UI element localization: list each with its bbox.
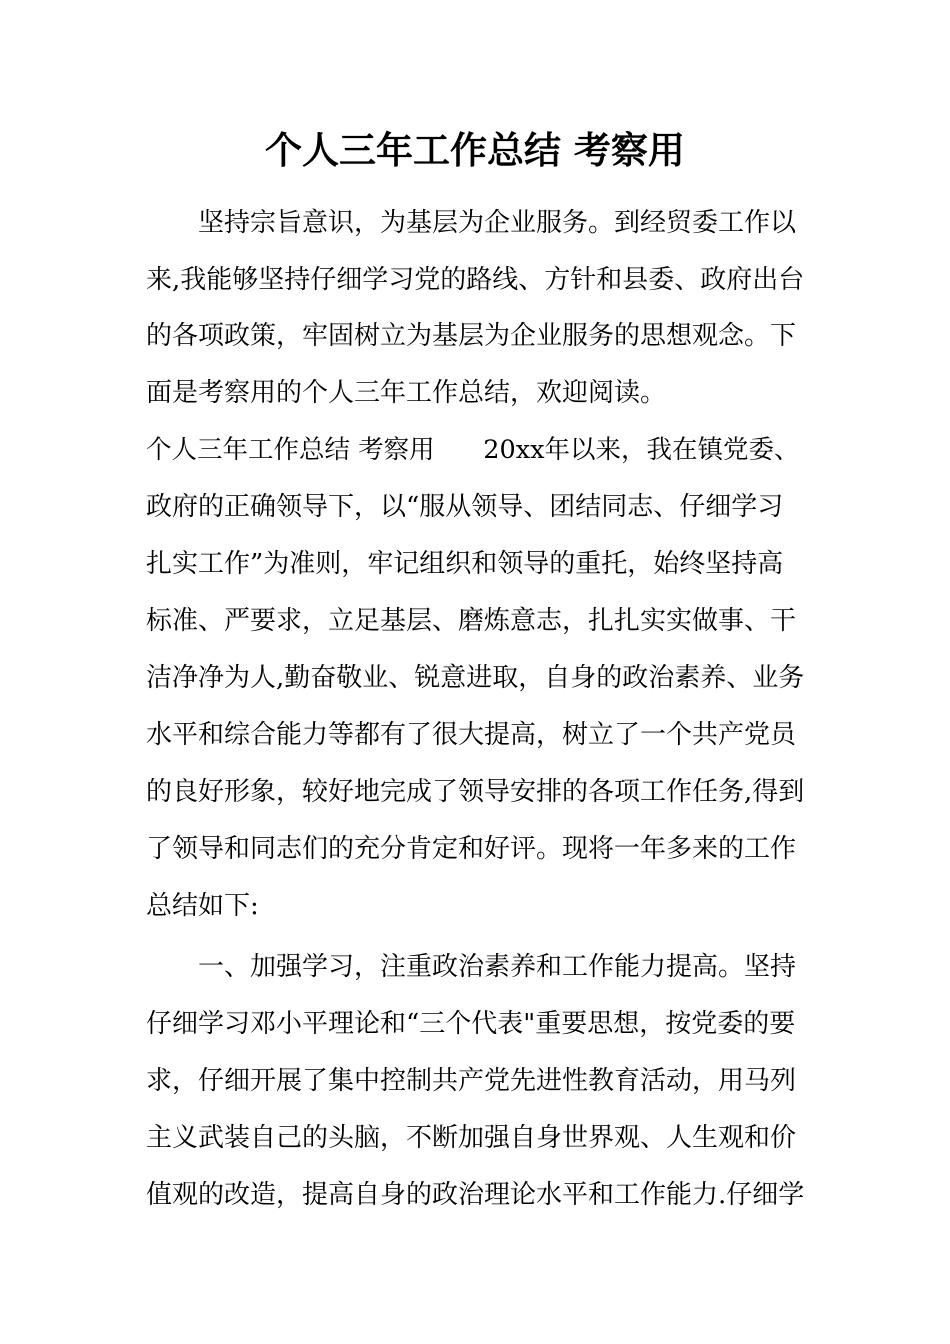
paragraph-line: 坚持宗旨意识，为基层为企业服务。到经贸委工作以: [198, 208, 797, 238]
paragraph-line: 水平和综合能力等都有了很大提高，树立了一个共产党员: [146, 720, 797, 750]
paragraph-line: 一、加强学习，注重政治素养和工作能力提高。坚持: [198, 952, 797, 982]
paragraph-line: 总结如下:: [146, 891, 259, 921]
paragraph-line: 洁净净为人,勤奋敬业、锐意进取，自身的政治素养、业务: [146, 663, 805, 693]
paragraph-line: 主义武装自己的头脑，不断加强自身世界观、人生观和价: [146, 1123, 797, 1153]
paragraph-line: 了领导和同志们的充分肯定和好评。现将一年多来的工作: [146, 834, 797, 864]
paragraph-line: 的良好形象，较好地完成了领导安排的各项工作任务,得到: [146, 777, 805, 807]
paragraph-line: 仔细学习邓小平理论和“三个代表"重要思想，按党委的要: [146, 1009, 796, 1039]
paragraph-line: 政府的正确领导下，以“服从领导、团结同志、仔细学习: [146, 492, 784, 522]
paragraph-line: 的各项政策，牢固树立为基层为企业服务的思想观念。下: [146, 321, 797, 351]
paragraph-line: 值观的改造，提高自身的政治理论水平和工作能力.仔细学: [146, 1180, 805, 1210]
paragraph-line: 标准、严要求，立足基层、磨炼意志，扎扎实实做事、干: [146, 606, 797, 636]
paragraph-line: 求，仔细开展了集中控制共产党先进性教育活动，用马列: [146, 1066, 797, 1096]
paragraph-line: 来,我能够坚持仔细学习党的路线、方针和县委、政府出台: [146, 265, 805, 295]
paragraph-line: 个人三年工作总结 考察用 20xx年以来，我在镇党委、: [146, 435, 800, 465]
paragraph-line: 扎实工作”为准则，牢记组织和领导的重托，始终坚持高: [146, 549, 784, 579]
document-title: 个人三年工作总结 考察用: [265, 128, 685, 172]
paragraph-line: 面是考察用的个人三年工作总结，欢迎阅读。: [146, 378, 667, 408]
